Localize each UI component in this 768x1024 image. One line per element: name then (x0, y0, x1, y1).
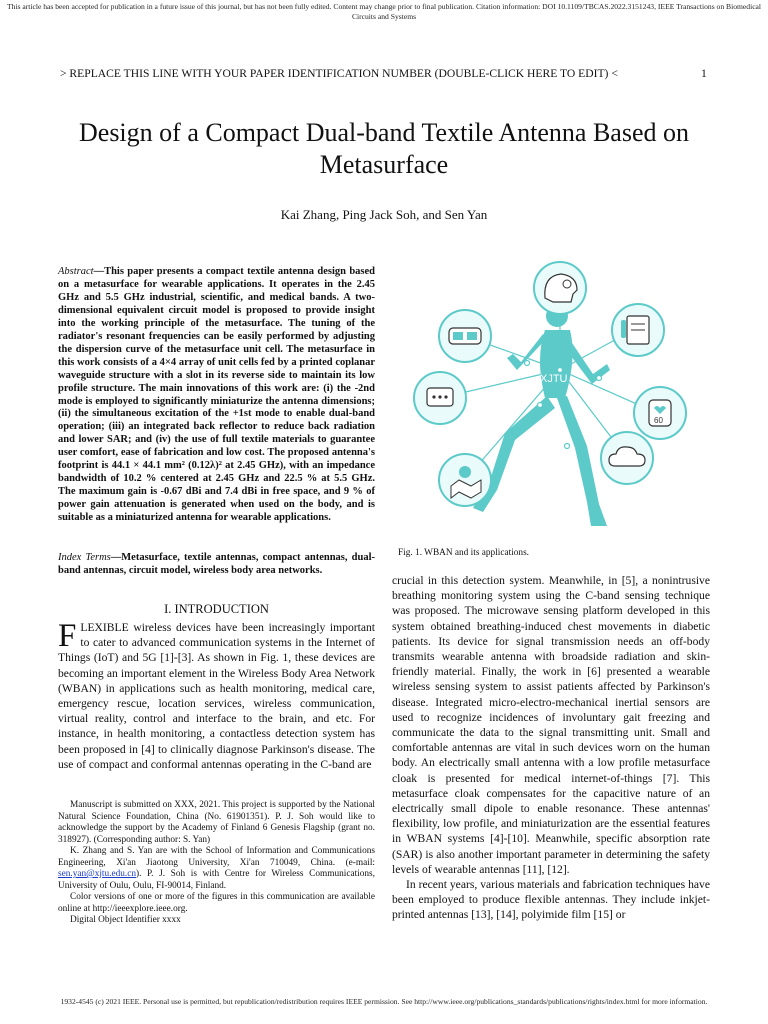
footnote-affil-a: K. Zhang and S. Yan are with the School of Information and Communications Engineering, Xi'an Jiaotong University, Xi'an 710049, China. (e-mail: (58, 846, 375, 868)
vr-headset-icon (439, 310, 491, 362)
intro-right-paragraph-2: In recent years, various materials and fabrication techniques have been employed to produce flexible antennas. They include inkjet-printed antennas [13], [14], polyimide film [15] or (392, 878, 710, 922)
copyright-footer: 1932-4545 (c) 2021 IEEE. Personal use is permitted, but republication/redistribution requires IEEE permission. See http://www.ieee.org/publications_standards/publications/rights/index.html for more information. (60, 997, 708, 1006)
footnote-affiliations (58, 846, 375, 892)
abstract-text: —This paper presents a compact textile antenna design based on a metasurface for wearable applications. It operates in the 2.45 GHz and 5.5 GHz industrial, scientific, and medical bands. A two-dimensional equivalent circuit model is proposed to provide insight into the working principle of the metasurface. The tuning of the radiator's resonant frequencies can be easily performed by adjusting the dispersion curve of the metasurface unit cell. The metasurface in this work consists of a 4×4 array of unit cells fed by a printed coplanar waveguide structure with a slot in its reverse side to maintain its low profile structure. The main innovations of this work are: (i) the -2nd mode is employed to significantly miniaturize the antenna dimensions; (ii) the simultaneous excitation of the +1st mode to enable dual-band operation; (iii) an integrated back reflector to reduce back radiation and lower SAR; and (iv) the use of full textile materials to guarantee user comfort, ease of fabrication and low cost. The proposed antenna's footprint is 44.1 × 44.1 mm² (0.12λ)² at 2.45 GHz), with an impedance bandwidth of 10.2 % centered at 2.45 GHz and 22.5 % at 5.5 GHz. The maximum gain is -0.67 dBi and 7.4 dBi in free space, and 9 % of power gain attenuation is generated when used on the body, and is suitable as a miniaturized antenna for wearable applications. (58, 266, 375, 524)
sensor-node (565, 444, 570, 449)
sensor-node (525, 361, 530, 366)
footnotes (58, 800, 375, 927)
abstract (58, 266, 375, 525)
medical-thermometer-icon (612, 304, 664, 356)
sensor-node (538, 403, 543, 408)
footnote-doi: Digital Object Identifier xxxx (70, 915, 181, 925)
brain-icon (534, 262, 586, 314)
section-heading: I. INTRODUCTION (164, 602, 269, 616)
running-head: > REPLACE THIS LINE WITH YOUR PAPER IDENTIFICATION NUMBER (DOUBLE-CLICK HERE TO EDIT) < (60, 67, 618, 80)
footnote-affil-b: ). P. J. Soh is with Centre for Wireless Communications, University of Oulu, Oulu, FI-90014, Finland. (58, 869, 375, 891)
cloud-icon (601, 432, 653, 484)
intro-right-column (392, 573, 710, 923)
page-number: 1 (701, 67, 707, 80)
index-terms (58, 552, 375, 578)
intro-left-column (58, 620, 375, 772)
sensor-node (558, 368, 563, 373)
footnote-color-note: Color versions of one or more of the figures in this communication are available online at http://ieeexplore.ieee.org. (58, 892, 375, 914)
index-terms-label: Index Terms (58, 552, 111, 563)
paper-title: Design of a Compact Dual-band Textile Antenna Based on Metasurface (79, 118, 689, 179)
watch-value: 60 (654, 416, 663, 425)
intro-right-paragraph-1: crucial in this detection system. Meanwhile, in [5], a nonintrusive breathing monitoring system using the C-band sensing technique was proposed. The microwave sensing platform developed in this system obtained breathing-induced chest movements in diabetic patients. Its device for signal transmission needs an off-body transmits wearable antenna with broadside radiation and skin-friendly material. Finally, the work in [6] presented a wearable wireless sensing system to assist patients affected by Parkinson's disease. Integrated micro-electro-mechanical inertial sensors are used to recognize incidences of involuntary gait freezing and communicate the data to the signal transmitting unit. Small and comfortable antennas are vital in such devices worn on the human body. An electrically small antenna with a low profile metasurface cloak is presented for medical internet-of-things [7]. This metasurface cloak compensates for the capacitive nature of an electrically small dipole to enable resonance. These antennas' flexibility, low profile, and miniaturization are the essential features in WBAN systems [4]-[10]. Meanwhile, specific absorption rate (SAR) is also another important parameter in determining the safety levels of wearable antennas [11], [12]. (392, 574, 710, 876)
intro-left-text: LEXIBLE wireless devices have been increasingly important to cater to advanced communication systems in the Internet of Things (IoT) and 5G [1]-[3]. As shown in Fig. 1, these devices are becoming an important element in the Wireless Body Area Network (WBAN) in applications such as health monitoring, medical care, emergency rescue, location services, wireless communication, virtual reality, control and interface to the brain, and etc. For instance, in health monitoring, a contactless detection system has been proposed in [4] to clinically diagnose Parkinson's disease. The use of compact and conformal antennas operating in the C-band are (58, 621, 375, 771)
sensor-node (597, 376, 602, 381)
chat-bubble-icon (414, 372, 466, 424)
index-terms-text: —Metasurface, textile antennas, compact antennas, dual-band antennas, circuit model, wireless body area networks. (58, 552, 376, 576)
email-link[interactable]: sen.yan@xjtu.edu.cn (58, 869, 137, 879)
acceptance-notice: This article has been accepted for publication in a future issue of this journal, but has not been fully edited. Content may change prior to final publication. Citation information: DOI 10.1109/TBCAS.2022.3151243, IEEE Transactions on Biomedical Circuits and Systems (6, 2, 762, 21)
location-map-icon (439, 454, 491, 506)
footnote-manuscript: Manuscript is submitted on XXX, 2021. This project is supported by the National Natural Science Foundation, China (No. 61901351). P. J. Soh would like to acknowledge the support by the Academy of Finland 6 Genesis Flagship (grant no. 318927). (Corresponding author: S. Yan) (58, 800, 375, 845)
smartwatch-icon (634, 387, 686, 439)
figure-center-label: XJTU (540, 373, 568, 385)
figure-caption: Fig. 1. WBAN and its applications. (398, 548, 530, 558)
runner-silhouette (473, 305, 610, 526)
dropcap-letter: F (58, 618, 77, 654)
wban-figure (395, 258, 715, 543)
abstract-label: Abstract (58, 266, 94, 277)
author-list: Kai Zhang, Ping Jack Soh, and Sen Yan (280, 207, 488, 222)
